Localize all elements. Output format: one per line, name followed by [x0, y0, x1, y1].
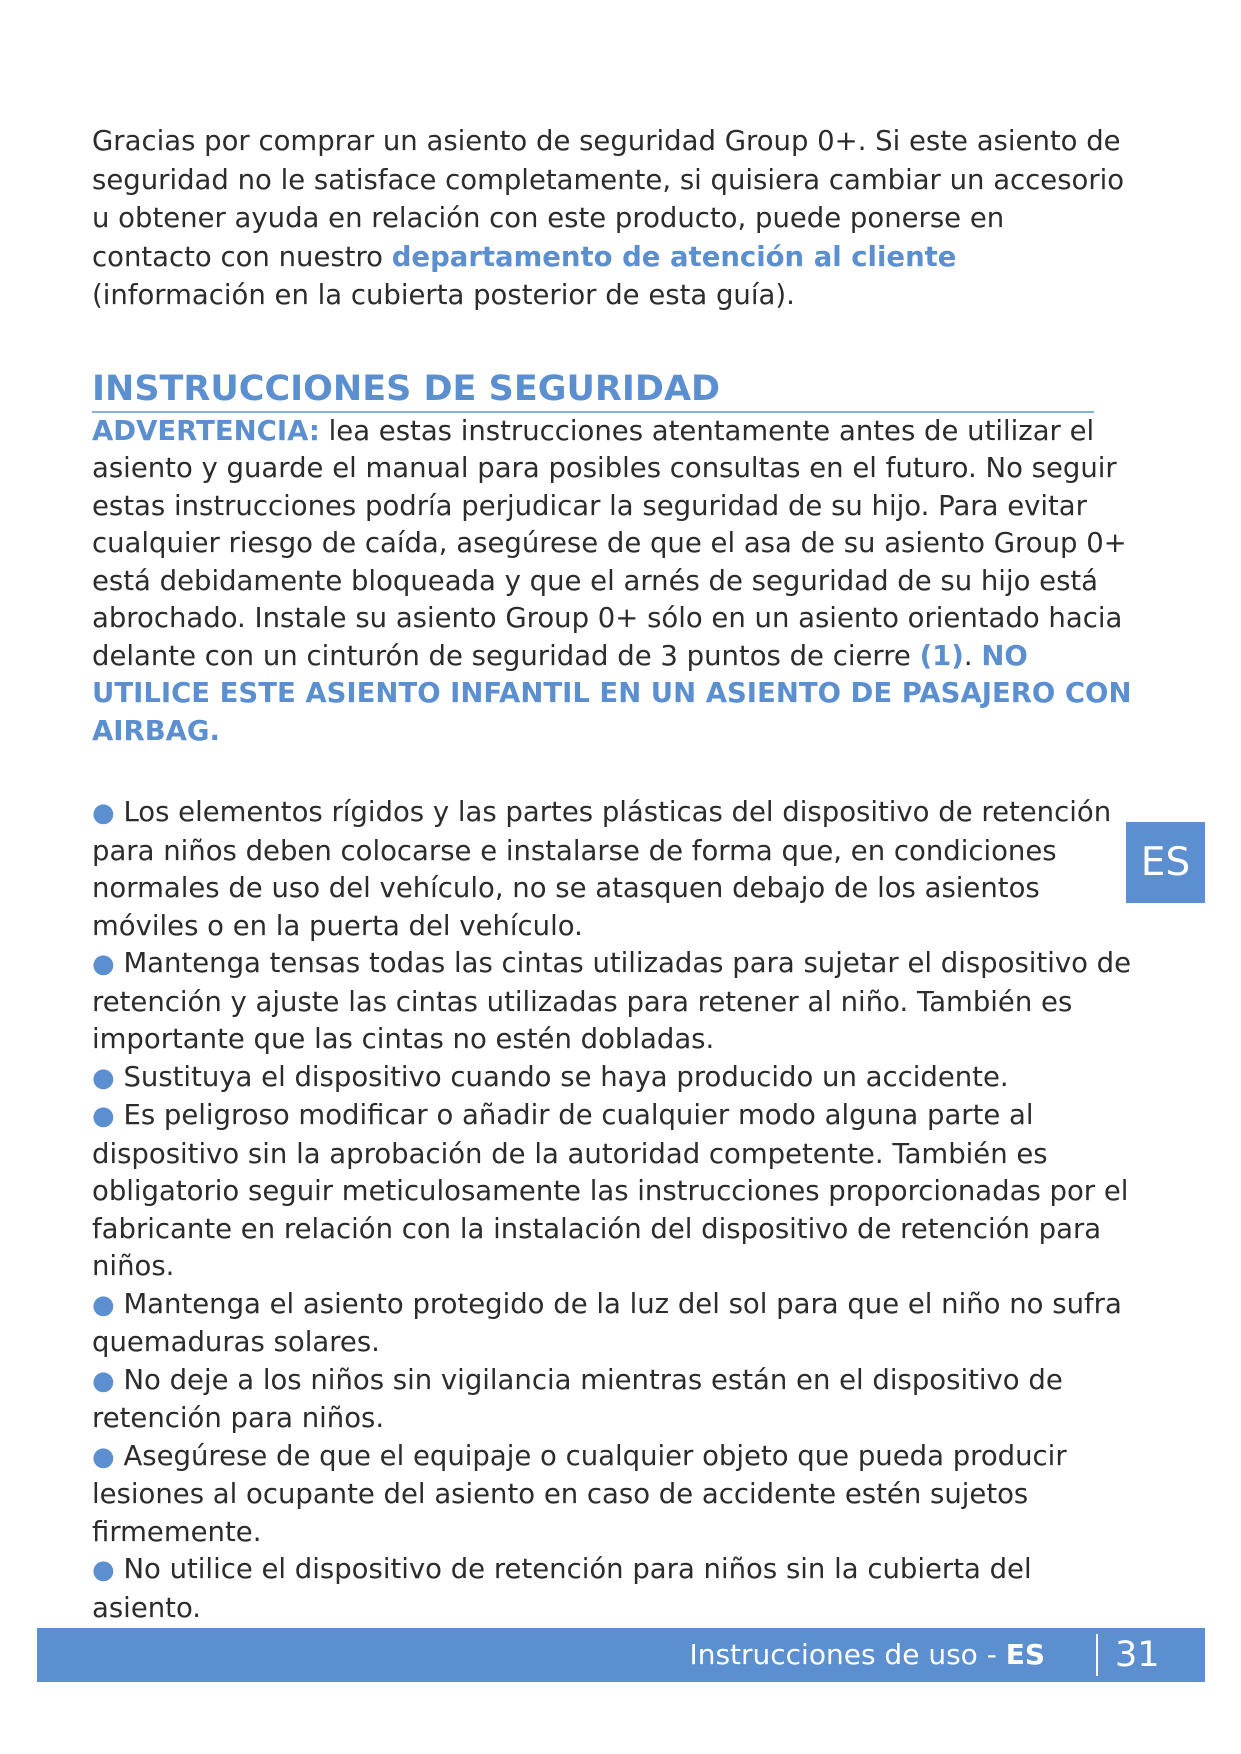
warning-text: lea estas instrucciones atentamente antes de utilizar el asiento y guarde el manual para posibles consultas en el futuro. No seguir estas instrucciones podría perjudicar la seguridad de su hijo. Para evitar cualquier riesgo de caída, asegúrese de que el asa de su asiento Group 0+ está debidamente bloqueada y que el arnés de seguridad de su hijo está abrochado. Instale su asiento Group 0+ sólo en un asiento orientado hacia delante con un cinturón de seguridad de 3 puntos de cierre: [92, 414, 1127, 672]
intro-text-end: (información en la cubierta posterior de esta guía).: [92, 279, 795, 311]
intro-text-start: Gracias por comprar un asiento de seguridad Group 0+. Si este asiento de seguridad no le satisface completamente, si quisiera cambiar un accesorio u obtener ayuda en relación con este producto, puede ponerse en contacto con nuestro: [92, 125, 1125, 273]
bullet-text: Mantenga el asiento protegido de la luz del sol para que el niño no sufra quemaduras solares.: [92, 1287, 1122, 1358]
bullet-dot-icon: ●: [92, 1289, 115, 1320]
bullet-text: Es peligroso modificar o añadir de cualquier modo alguna parte al dispositivo sin la aprobación de la autoridad competente. También es obligatorio seguir meticulosamente las instrucciones proporcionadas por el fabricante en relación con la instalación del dispositivo de retención para niños.: [92, 1099, 1129, 1282]
safety-section-title: INSTRUCCIONES DE SEGURIDAD: [92, 367, 1094, 413]
page-number: 31: [1115, 1635, 1160, 1675]
warning-label: ADVERTENCIA:: [92, 414, 320, 447]
list-item: [92, 794, 1132, 945]
footer-title: [689, 1628, 1045, 1682]
bullet-dot-icon: ●: [92, 1062, 115, 1093]
bullet-dot-icon: ●: [92, 949, 115, 979]
list-item: [92, 1551, 1132, 1627]
footer-language: ES: [1005, 1638, 1045, 1671]
bullet-dot-icon: ●: [92, 1555, 115, 1585]
warning-paragraph: [92, 413, 1132, 751]
list-item: [92, 1097, 1132, 1286]
list-item: [92, 1286, 1132, 1362]
airbag-warning: NO UTILICE ESTE ASIENTO INFANTIL EN UN ASIENTO DE PASAJERO CON AIRBAG.: [92, 639, 1132, 747]
bullet-dot-icon: ●: [92, 1441, 115, 1472]
list-item: [92, 1362, 1132, 1438]
intro-paragraph: [92, 122, 1132, 315]
list-item: [92, 945, 1132, 1059]
footer-divider: [1096, 1634, 1098, 1676]
safety-bullet-list: [92, 794, 1132, 1627]
bullet-text: Mantenga tensas todas las cintas utilizadas para sujetar el dispositivo de retención y ajuste las cintas utilizadas para retener al niño. También es importante que las cintas no estén dobladas.: [92, 947, 1132, 1055]
bullet-text: No utilice el dispositivo de retención para niños sin la cubierta del asiento.: [92, 1553, 1032, 1624]
bullet-dot-icon: ●: [92, 1365, 115, 1396]
bullet-text: Los elementos rígidos y las partes plásticas del dispositivo de retención para niños deben colocarse e instalarse de forma que, en condiciones normales de uso del vehículo, no se atasquen debajo de los asientos móviles o en la puerta del vehículo.: [92, 796, 1112, 942]
bullet-dot-icon: ●: [92, 1101, 115, 1131]
footer-bar: [37, 1628, 1205, 1682]
customer-service-link[interactable]: departamento de atención al cliente: [391, 240, 957, 273]
bullet-text: No deje a los niños sin vigilancia mientras están en el dispositivo de retención para niños.: [92, 1363, 1063, 1434]
footer-label: Instrucciones de uso -: [689, 1638, 1006, 1671]
figure-reference: (1): [919, 639, 964, 672]
bullet-text: Asegúrese de que el equipaje o cualquier objeto que pueda producir lesiones al ocupante del asiento en caso de accidente estén sujetos firmemente.: [92, 1439, 1067, 1548]
language-side-tab: ES: [1126, 822, 1205, 903]
list-item: [92, 1438, 1132, 1552]
bullet-dot-icon: ●: [92, 798, 115, 828]
list-item: [92, 1059, 1132, 1098]
page-content: [92, 122, 1132, 1627]
warning-period: .: [963, 639, 982, 672]
bullet-text: Sustituya el dispositivo cuando se haya producido un accidente.: [123, 1060, 1009, 1093]
